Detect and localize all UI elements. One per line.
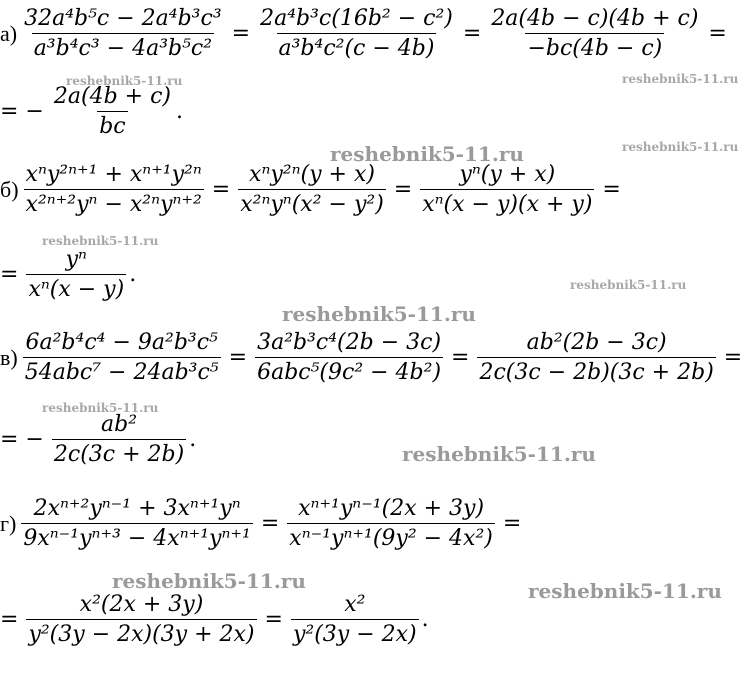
denominator: a³b⁴c³ − 4a³b⁵c² — [32, 33, 214, 61]
watermark: reshebnik5-11.ru — [112, 569, 306, 593]
fraction — [489, 6, 700, 61]
watermark: reshebnik5-11.ru — [402, 442, 596, 466]
numerator: 2xⁿ⁺²yⁿ⁻¹ + 3xⁿ⁺¹yⁿ — [33, 496, 241, 521]
fraction — [420, 162, 594, 217]
problem-v-line-2 — [0, 412, 196, 467]
numerator: 6a²b⁴c⁴ − 9a²b³c⁵ — [25, 330, 218, 355]
fraction — [291, 592, 419, 647]
numerator: 2a(4b − c)(4b + c) — [491, 6, 699, 31]
problem-a-line-2 — [0, 84, 183, 139]
fraction — [23, 330, 221, 385]
numerator: x² — [344, 592, 366, 617]
numerator: xⁿy²ⁿ⁺¹ + xⁿ⁺¹y²ⁿ — [25, 162, 202, 187]
fraction — [287, 496, 495, 551]
problem-label: г) — [0, 510, 17, 536]
fraction — [52, 412, 186, 467]
watermark: reshebnik5-11.ru — [42, 234, 159, 248]
problem-v-line-1 — [0, 330, 744, 385]
numerator: 2a⁴b³c(16b² − c²) — [260, 6, 453, 31]
watermark: reshebnik5-11.ru — [528, 579, 722, 603]
equals-sign: = — [264, 607, 283, 632]
fraction — [258, 6, 455, 61]
watermark: reshebnik5-11.ru — [330, 142, 524, 166]
equals-sign: = — [708, 21, 727, 46]
numerator: ab² — [101, 412, 138, 437]
problem-g-line-1 — [0, 496, 526, 551]
denominator: 6abc⁵(9c² − 4b²) — [255, 357, 443, 385]
fraction — [238, 162, 386, 217]
watermark: reshebnik5-11.ru — [622, 140, 739, 154]
period: . — [129, 262, 137, 287]
numerator: 3a²b³c⁴(2b − 3c) — [257, 330, 442, 355]
fraction — [26, 247, 126, 302]
problem-a-line-1 — [0, 6, 732, 61]
denominator: y²(3y − 2x)(3y + 2x) — [26, 619, 256, 647]
equals-sign: = — [451, 345, 470, 370]
denominator: xⁿ⁻¹yⁿ⁺¹(9y² − 4x²) — [287, 523, 495, 551]
denominator: 9xⁿ⁻¹yⁿ⁺³ − 4xⁿ⁺¹yⁿ⁺¹ — [21, 523, 252, 551]
denominator: xⁿ(x − y) — [26, 274, 126, 302]
problem-b-line-1 — [0, 162, 626, 217]
equals-sign: = — [228, 345, 248, 370]
fraction — [477, 330, 715, 385]
numerator: 32a⁴b⁵c − 2a⁴b³c³ — [24, 6, 222, 31]
fraction — [24, 162, 204, 217]
denominator: bc — [97, 111, 127, 139]
equals-minus: = − — [0, 99, 44, 124]
problem-label: в) — [0, 344, 18, 370]
denominator: a³b⁴c²(c − 4b) — [277, 33, 437, 61]
problem-b-line-2 — [0, 247, 136, 302]
equals-sign: = — [0, 262, 19, 287]
equals-sign: = — [723, 345, 743, 370]
equals-sign: = — [602, 177, 621, 202]
period: . — [175, 99, 183, 124]
denominator: x²ⁿ⁺²yⁿ − x²ⁿyⁿ⁺² — [24, 189, 204, 217]
period: . — [421, 607, 429, 632]
numerator: yⁿ — [65, 247, 87, 272]
fraction — [255, 330, 443, 385]
denominator: y²(3y − 2x) — [291, 619, 419, 647]
watermark: reshebnik5-11.ru — [622, 72, 739, 86]
fraction — [26, 592, 256, 647]
fraction — [52, 84, 173, 139]
denominator: x²ⁿyⁿ(x² − y²) — [238, 189, 386, 217]
numerator: 2a(4b + c) — [53, 84, 171, 109]
equals-sign: = — [502, 511, 522, 536]
problem-label: а) — [0, 20, 18, 46]
problem-g-line-2 — [0, 592, 429, 647]
numerator: xⁿ⁺¹yⁿ⁻¹(2x + 3y) — [298, 496, 485, 521]
denominator: xⁿ(x − y)(x + y) — [420, 189, 594, 217]
equals-sign: = — [393, 177, 413, 202]
numerator: x²(2x + 3y) — [79, 592, 204, 617]
equals-sign: = — [462, 21, 482, 46]
denominator: 2c(3c + 2b) — [52, 439, 186, 467]
equals-sign: = — [231, 21, 251, 46]
equals-sign: = — [211, 177, 231, 202]
numerator: ab²(2b − 3c) — [526, 330, 667, 355]
watermark: reshebnik5-11.ru — [66, 74, 183, 88]
watermark: reshebnik5-11.ru — [570, 278, 687, 292]
numerator: xⁿy²ⁿ(y + x) — [249, 162, 375, 187]
equals-sign: = — [260, 511, 280, 536]
fraction — [22, 6, 224, 61]
period: . — [189, 427, 197, 452]
watermark: reshebnik5-11.ru — [42, 401, 159, 415]
watermark: reshebnik5-11.ru — [282, 302, 476, 326]
fraction — [21, 496, 252, 551]
equals-sign: = — [0, 607, 19, 632]
denominator: −bc(4b − c) — [525, 33, 664, 61]
numerator: yⁿ(y + x) — [459, 162, 556, 187]
problem-label: б) — [0, 176, 19, 202]
denominator: 2c(3c − 2b)(3c + 2b) — [477, 357, 715, 385]
denominator: 54abc⁷ − 24ab³c⁵ — [23, 357, 221, 385]
equals-minus: = − — [0, 427, 44, 452]
